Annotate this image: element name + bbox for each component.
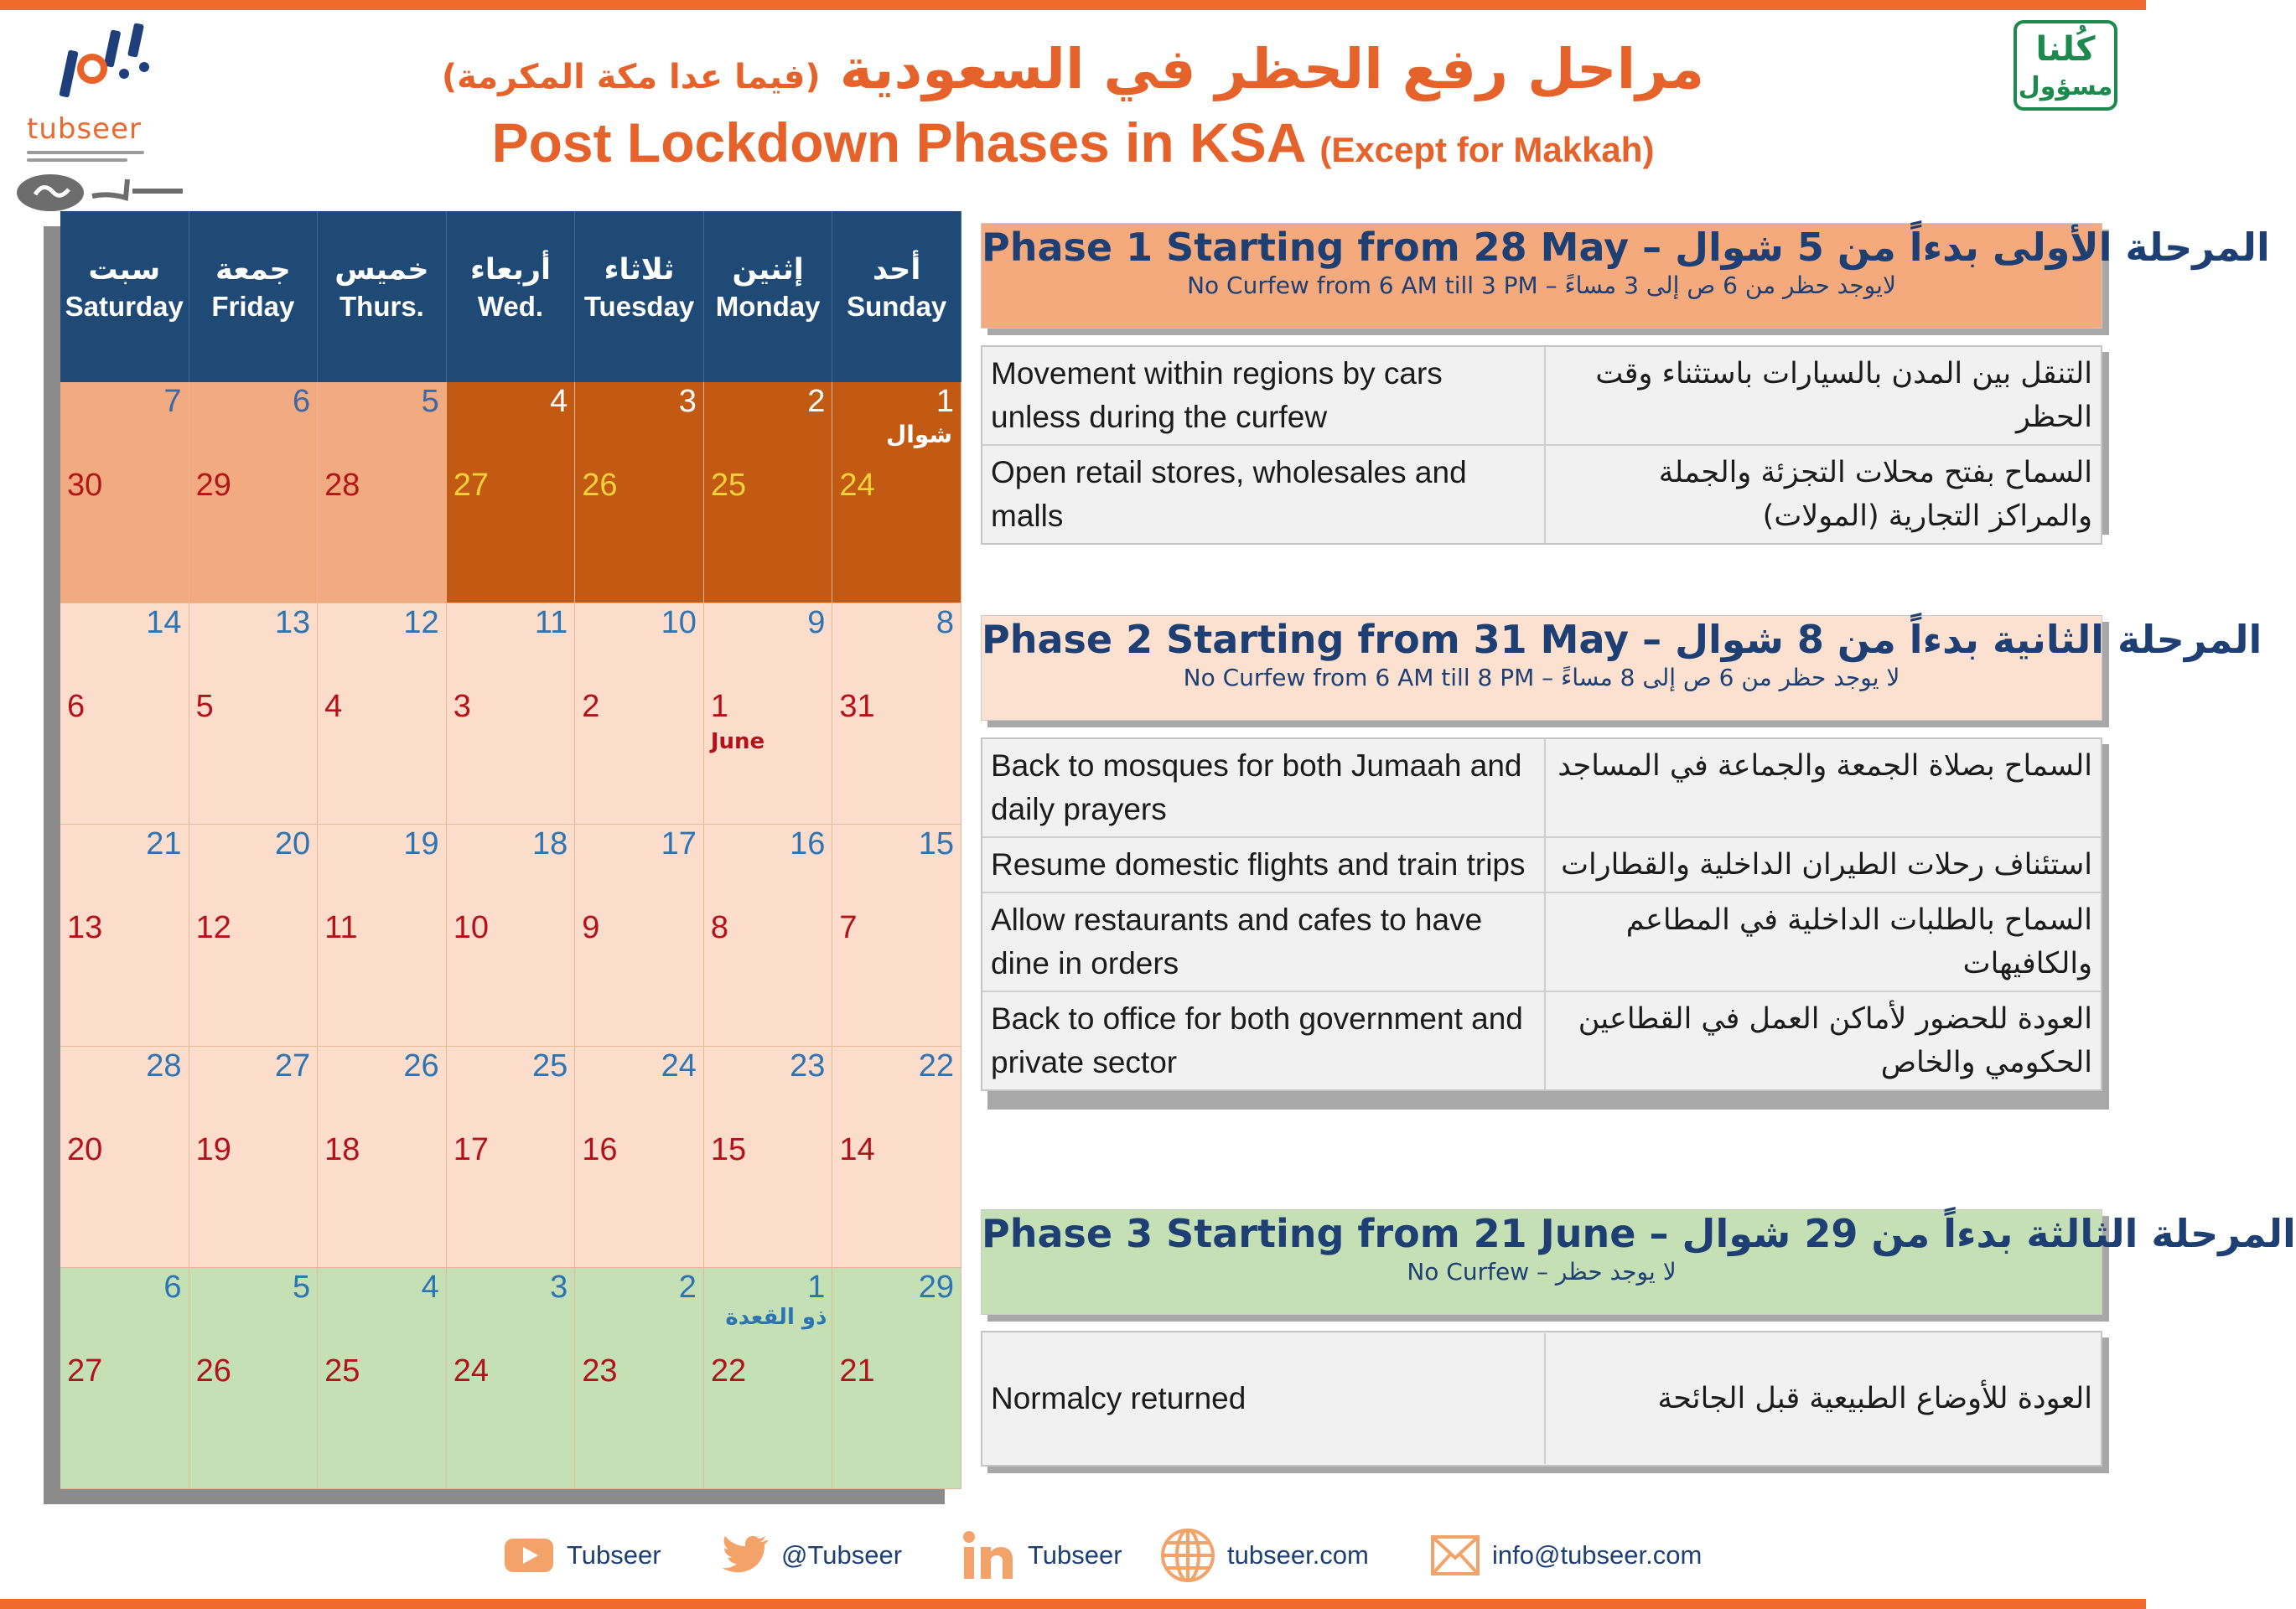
- footer-youtube[interactable]: [503, 1524, 661, 1587]
- hijri-day-number: 11: [534, 605, 568, 641]
- hijri-day-number: 5: [421, 384, 439, 419]
- hijri-day-number: 19: [403, 826, 439, 862]
- gregorian-day-number: 24: [839, 468, 875, 503]
- gregorian-day-number: 2: [582, 689, 600, 725]
- footer-website[interactable]: [1160, 1524, 1369, 1587]
- calendar-header-english: Wed.: [477, 291, 544, 322]
- calendar-day: [318, 1268, 447, 1489]
- calendar-day: [189, 1268, 319, 1489]
- calendar-day: [318, 1047, 447, 1268]
- hijri-day-number: 16: [790, 826, 826, 862]
- hijri-day-number: 1: [807, 1269, 826, 1305]
- calendar-day: [318, 825, 447, 1046]
- table-row: [982, 838, 2101, 893]
- phase2-header: [981, 615, 2262, 721]
- gregorian-day-number: 12: [195, 910, 231, 946]
- table-row: [982, 992, 2101, 1089]
- calendar-day: [447, 825, 576, 1046]
- hijri-day-number: 2: [807, 384, 826, 419]
- gregorian-day-number: 23: [582, 1353, 618, 1389]
- phase2-row3-english: Allow restaurants and cafes to have dine in orders: [982, 893, 1546, 991]
- phase2-table: [981, 737, 2102, 1091]
- title-english: [319, 111, 1827, 174]
- tubseer-logo-subtitle: [27, 151, 144, 166]
- gregorian-day-number: 6: [67, 689, 86, 725]
- calendar-day: [189, 825, 319, 1046]
- title-english-main: Post Lockdown Phases in KSA: [491, 111, 1304, 173]
- phase3-title: Phase 3 Starting from 21 June – المرحلة الثالثة بدءاً من 29 شوال: [982, 1211, 2296, 1256]
- gregorian-day-number: 25: [710, 468, 747, 503]
- hijri-day-number: 29: [918, 1269, 954, 1305]
- calendar-day: [189, 603, 319, 825]
- footer-linkedin[interactable]: [962, 1524, 1122, 1587]
- calendar-day: [447, 382, 576, 603]
- phase1-row2-english: Open retail stores, wholesales and malls: [982, 446, 1546, 543]
- hijri-day-number: 2: [678, 1269, 697, 1305]
- hijri-day-number: 25: [532, 1048, 568, 1084]
- calendar-header-english: Saturday: [65, 291, 184, 322]
- gregorian-day-number: 30: [67, 468, 103, 503]
- phase2-row4-english: Back to office for both government and private sector: [982, 992, 1546, 1089]
- calendar-header-arabic: إثنين: [732, 253, 804, 287]
- calendar-header-arabic: خميس: [334, 253, 429, 287]
- calendar-day: [575, 1047, 704, 1268]
- phase2-row1-english: Back to mosques for both Jumaah and daily prayers: [982, 739, 1546, 836]
- hijri-day-number: 7: [163, 384, 182, 419]
- hijri-day-number: 3: [550, 1269, 568, 1305]
- gregorian-day-number: 27: [67, 1353, 103, 1389]
- tubseer-logo-text: tubseer: [27, 112, 142, 146]
- calendar-header-2: [318, 211, 447, 382]
- hijri-day-number: 14: [146, 605, 182, 641]
- calendar-day: [318, 382, 447, 603]
- calendar-day: [189, 382, 319, 603]
- gregorian-day-number: 29: [195, 468, 231, 503]
- phase2-row3-arabic: السماح بالطلبات الداخلية في المطاعم والكافيهات: [1625, 903, 2092, 980]
- table-row: [982, 893, 2101, 992]
- calendar-day: [832, 1268, 961, 1489]
- kulna-logo-line2: مسؤول: [2018, 72, 2113, 101]
- phase1-row2-arabic: السماح بفتح محلات التجزئة والجملة والمراكز التجارية (المولات): [1658, 456, 2092, 533]
- hijri-day-number: 13: [274, 605, 311, 641]
- hijri-day-number: 8: [936, 605, 954, 641]
- dhulqadah-month-label: ذو القعدة: [725, 1304, 827, 1330]
- footer-email-label: info@tubseer.com: [1492, 1540, 1703, 1570]
- hijri-day-number: 20: [274, 826, 311, 862]
- gregorian-day-number: 3: [453, 689, 471, 725]
- table-row: [982, 739, 2101, 838]
- calendar-day: [575, 382, 704, 603]
- hijri-day-number: 9: [807, 605, 826, 641]
- gregorian-day-number: 11: [324, 910, 358, 946]
- globe-icon: [1160, 1528, 1215, 1583]
- bottom-accent-bar: [0, 1599, 2146, 1609]
- phase3-row1-arabic: العودة للأوضاع الطبيعية قبل الجائحة: [1657, 1382, 2092, 1415]
- calendar-day: [832, 603, 961, 825]
- envelope-icon: [1430, 1534, 1480, 1576]
- twitter-icon: [719, 1532, 770, 1579]
- gregorian-day-number: 24: [453, 1353, 489, 1389]
- hijri-day-number: 4: [550, 384, 568, 419]
- phase1-row1-arabic: التنقل بين المدن بالسيارات باستثناء وقت الحظر: [1595, 357, 2092, 434]
- hijri-day-number: 18: [532, 826, 568, 862]
- hijri-day-number: 15: [918, 826, 954, 862]
- kulna-masool-logo: [2014, 20, 2117, 111]
- calendar-header-arabic: جمعة: [215, 253, 291, 287]
- footer-youtube-label: Tubseer: [567, 1540, 661, 1570]
- footer-twitter-label: @Tubseer: [781, 1540, 903, 1570]
- table-row: [982, 1332, 2101, 1465]
- phase3-subtitle: No Curfew – لا يوجد حظر: [1407, 1258, 1677, 1286]
- calendar-header-1: [189, 211, 319, 382]
- calendar-grid: [60, 211, 961, 1489]
- shawwal-month-label: شوال: [886, 421, 952, 448]
- calendar-header-english: Friday: [211, 291, 295, 322]
- calendar-day: [704, 1047, 833, 1268]
- gregorian-day-number: 26: [582, 468, 618, 503]
- hijri-day-number: 4: [421, 1269, 439, 1305]
- phase3-row1-english: Normalcy returned: [982, 1333, 1546, 1464]
- phase2-row2-english: Resume domestic flights and train trips: [982, 838, 1546, 892]
- linkedin-icon: [962, 1530, 1016, 1581]
- calendar-day: [704, 603, 833, 825]
- calendar-day: [832, 1047, 961, 1268]
- calendar-header-english: Thurs.: [339, 291, 424, 322]
- gregorian-day-number: 18: [324, 1131, 360, 1167]
- calendar-day: [60, 1268, 189, 1489]
- june-month-label: June: [710, 729, 765, 755]
- footer-twitter[interactable]: [719, 1524, 902, 1587]
- gregorian-day-number: 20: [67, 1131, 103, 1167]
- hijri-day-number: 24: [661, 1048, 697, 1084]
- gregorian-day-number: 9: [582, 910, 600, 946]
- calendar-header-arabic: ثلاثاء: [604, 253, 675, 287]
- calendar-day: [189, 1047, 319, 1268]
- gregorian-day-number: 8: [710, 910, 728, 946]
- phase2-row2-arabic: استئناف رحلات الطيران الداخلية والقطارات: [1561, 848, 2092, 882]
- calendar-day: [60, 603, 189, 825]
- gregorian-day-number: 14: [839, 1131, 875, 1167]
- hijri-day-number: 23: [790, 1048, 826, 1084]
- calendar-day: [60, 825, 189, 1046]
- footer-linkedin-label: Tubseer: [1028, 1540, 1122, 1570]
- gregorian-day-number: 19: [195, 1131, 231, 1167]
- tubseer-logo: [15, 18, 191, 203]
- title-english-note: (Except for Makkah): [1319, 130, 1655, 169]
- calendar-header-english: Tuesday: [583, 291, 695, 322]
- calendar-day: [575, 603, 704, 825]
- calendar-day: [447, 603, 576, 825]
- hijri-day-number: 21: [146, 826, 182, 862]
- footer-website-label: tubseer.com: [1227, 1540, 1369, 1570]
- phase1-header: [981, 223, 2270, 329]
- gregorian-day-number: 22: [710, 1353, 747, 1389]
- calendar-day: [60, 382, 189, 603]
- calendar-day: [318, 603, 447, 825]
- hijri-day-number: 3: [678, 384, 697, 419]
- title-arabic: [402, 37, 1744, 101]
- calendar-header-arabic: سبت: [88, 253, 161, 287]
- hijri-day-number: 27: [274, 1048, 311, 1084]
- phase1-table: [981, 345, 2102, 545]
- calendar-day: [704, 1268, 833, 1489]
- calendar-header-english: Sunday: [847, 291, 947, 322]
- calendar-day: [60, 1047, 189, 1268]
- calendar-day: [447, 1047, 576, 1268]
- footer-email[interactable]: [1430, 1524, 1702, 1587]
- calendar-day: [575, 825, 704, 1046]
- footer: [0, 1524, 2146, 1587]
- title-arabic-main: مراحل رفع الحظر في السعودية: [839, 37, 1705, 101]
- kulna-logo-line1: كُلنا: [2035, 30, 2096, 69]
- gregorian-day-number: 27: [453, 468, 489, 503]
- calendar-day: [704, 382, 833, 603]
- youtube-icon: [503, 1535, 555, 1575]
- gregorian-day-number: 16: [582, 1131, 618, 1167]
- calendar-header-6: [832, 211, 961, 382]
- calendar-day: [575, 1268, 704, 1489]
- calendar-day: [704, 825, 833, 1046]
- seal-icon: [15, 168, 191, 216]
- gregorian-day-number: 10: [453, 910, 489, 946]
- phase1-title: Phase 1 Starting from 28 May – المرحلة الأولى بدءاً من 5 شوال: [982, 225, 2270, 270]
- top-accent-bar: [0, 0, 2146, 10]
- gregorian-day-number: 4: [324, 689, 343, 725]
- gregorian-day-number: 5: [195, 689, 214, 725]
- gregorian-day-number: 31: [839, 689, 875, 725]
- phase3-header: [981, 1209, 2296, 1315]
- calendar-day: [447, 1268, 576, 1489]
- hijri-day-number: 12: [403, 605, 439, 641]
- calendar-header-3: [447, 211, 576, 382]
- phase1-subtitle: No Curfew from 6 AM till 3 PM – لايوجد حظر من 6 ص إلى 3 مساءً: [1187, 272, 1896, 299]
- gregorian-day-number: 13: [67, 910, 103, 946]
- phase2-row1-arabic: السماح بصلاة الجمعة والجماعة في المساجد: [1557, 749, 2092, 783]
- calendar-day: [832, 382, 961, 603]
- phase2-title: Phase 2 Starting from 31 May – المرحلة الثانية بدءاً من 8 شوال: [982, 617, 2262, 662]
- gregorian-day-number: 26: [195, 1353, 231, 1389]
- calendar-header-5: [704, 211, 833, 382]
- gregorian-day-number: 7: [839, 910, 858, 946]
- hijri-day-number: 6: [293, 384, 311, 419]
- gregorian-day-number: 28: [324, 468, 360, 503]
- hijri-day-number: 17: [661, 826, 697, 862]
- hijri-day-number: 6: [163, 1269, 182, 1305]
- gregorian-day-number: 1: [710, 689, 728, 725]
- calendar-header-english: Monday: [715, 291, 821, 322]
- table-row: [982, 446, 2101, 543]
- gregorian-day-number: 15: [710, 1131, 747, 1167]
- gregorian-day-number: 25: [324, 1353, 360, 1389]
- calendar-day: [832, 825, 961, 1046]
- hijri-day-number: 10: [661, 605, 697, 641]
- gregorian-day-number: 17: [453, 1131, 489, 1167]
- title-arabic-note: (فيما عدا مكة المكرمة): [441, 58, 821, 96]
- calendar-header-0: [60, 211, 189, 382]
- hijri-day-number: 1: [936, 384, 954, 419]
- phase2-row4-arabic: العودة للحضور لأماكن العمل في القطاعين الحكومي والخاص: [1578, 1002, 2092, 1079]
- phase2-subtitle: No Curfew from 6 AM till 8 PM – لا يوجد حظر من 6 ص إلى 8 مساءً: [1183, 664, 1900, 691]
- tubseer-mark-icon: [40, 18, 158, 111]
- hijri-day-number: 28: [146, 1048, 182, 1084]
- hijri-day-number: 22: [918, 1048, 954, 1084]
- calendar-header-arabic: أحد: [872, 253, 921, 287]
- calendar-header-arabic: أربعاء: [469, 253, 552, 287]
- table-row: [982, 347, 2101, 446]
- phase3-table: [981, 1331, 2102, 1467]
- calendar-header-4: [575, 211, 704, 382]
- hijri-day-number: 26: [403, 1048, 439, 1084]
- hijri-day-number: 5: [293, 1269, 311, 1305]
- phase1-row1-english: Movement within regions by cars unless during the curfew: [982, 347, 1546, 444]
- gregorian-day-number: 21: [839, 1353, 875, 1389]
